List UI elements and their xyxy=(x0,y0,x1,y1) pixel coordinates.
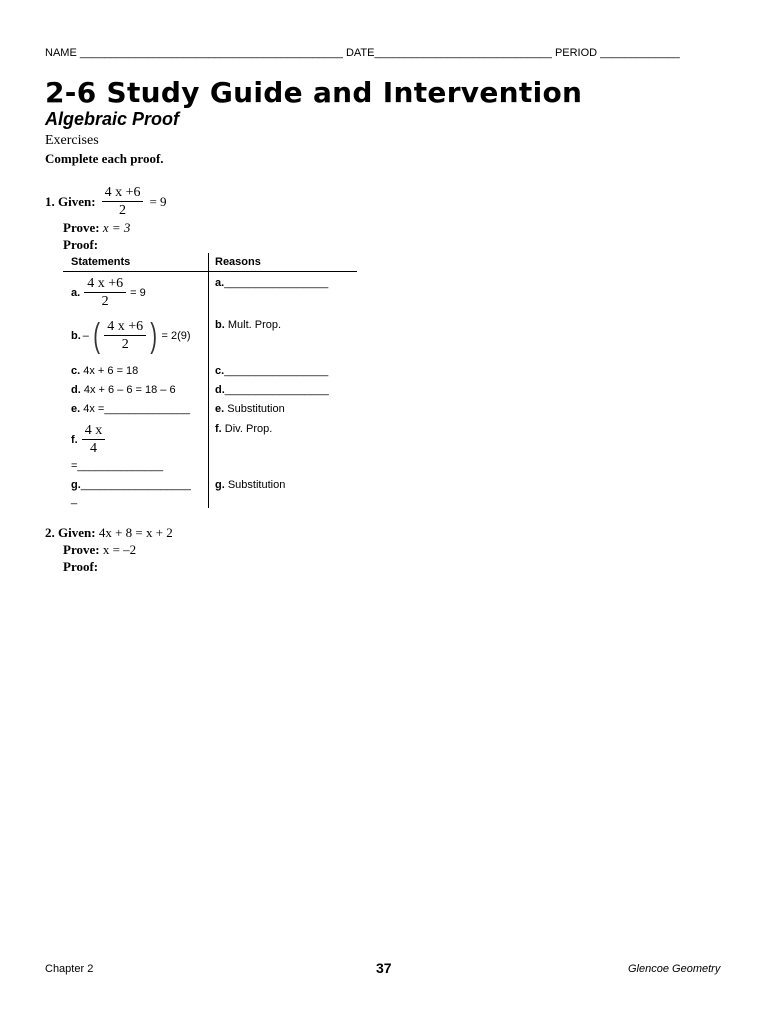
statement-c xyxy=(71,365,138,377)
reason-text: Substitution xyxy=(227,479,286,491)
statement-label: b. xyxy=(71,329,81,342)
footer-page-number: 37 xyxy=(376,960,392,976)
reason-blank[interactable]: _________________ xyxy=(224,277,329,289)
statement-g[interactable] xyxy=(71,479,191,491)
problem1-given-rhs: = 9 xyxy=(149,193,167,209)
statement-label: e. xyxy=(71,403,81,415)
page-subtitle: Algebraic Proof xyxy=(45,109,180,129)
student-info-line: NAME ___________________________________________ DATE_____________________________ PERIOD _____________ xyxy=(45,47,680,59)
statement-text: 4x + 6 – 6 = 18 – 6 xyxy=(83,384,176,396)
problem1-proof-label xyxy=(63,237,98,253)
reason-text: Substitution xyxy=(227,403,285,415)
fraction-numerator: 4 x +6 xyxy=(84,275,126,293)
fraction-denominator: 2 xyxy=(101,294,109,309)
reason-text: Div. Prop. xyxy=(224,423,273,435)
statement-prefix: – xyxy=(82,329,89,342)
statement-label: a. xyxy=(71,286,81,299)
statement-blank[interactable]: __________________ xyxy=(80,479,191,491)
prove-label: Prove: xyxy=(63,220,100,235)
reason-label: g. xyxy=(215,479,225,491)
instruction-text: Complete each proof. xyxy=(45,151,164,166)
reason-blank[interactable]: _________________ xyxy=(224,365,329,377)
problem1-given-label: 1. Given: xyxy=(45,193,96,209)
reason-label: c. xyxy=(215,365,225,377)
statement-g-tail: _ xyxy=(71,493,78,505)
fraction-denominator: 2 xyxy=(121,337,129,352)
prove-value: x = –2 xyxy=(102,542,137,557)
statement-fraction xyxy=(104,318,146,353)
page-title: 2-6 Study Guide and Intervention xyxy=(45,76,583,109)
statement-d xyxy=(71,384,176,396)
statement-label: c. xyxy=(71,365,81,377)
column-header-reasons: Reasons xyxy=(215,256,261,268)
statement-label: f. xyxy=(71,433,78,446)
problem1-given-fraction xyxy=(102,184,144,219)
column-header-statements: Statements xyxy=(71,256,131,268)
proof-label: Proof: xyxy=(63,237,99,252)
reason-b xyxy=(215,319,281,331)
reason-label: a. xyxy=(215,277,225,289)
statement-rhs: = 2(9) xyxy=(161,329,191,342)
reason-label: e. xyxy=(215,403,225,415)
reason-label: b. xyxy=(215,319,225,331)
statement-b xyxy=(71,318,191,353)
problem1-given xyxy=(45,184,167,219)
left-paren: ( xyxy=(93,316,100,355)
reason-g xyxy=(215,479,285,491)
footer-chapter: Chapter 2 xyxy=(45,963,94,975)
statement-label: g. xyxy=(71,479,81,491)
statement-fraction xyxy=(82,422,106,457)
reason-blank[interactable]: _________________ xyxy=(224,384,329,396)
footer-book-title: Glencoe Geometry xyxy=(628,963,721,975)
prove-label: Prove: xyxy=(63,542,100,557)
statement-text: 4x + 6 = 18 xyxy=(83,365,139,377)
table-column-divider xyxy=(208,253,209,508)
prove-value: x = 3 xyxy=(102,220,131,235)
problem2-prove xyxy=(63,542,136,558)
reason-label: d. xyxy=(215,384,225,396)
problem2-proof-label xyxy=(63,559,98,575)
fraction-numerator: 4 x +6 xyxy=(102,184,144,202)
reason-text: Mult. Prop. xyxy=(227,319,282,331)
reason-e xyxy=(215,403,285,415)
problem2-given xyxy=(45,525,173,541)
reason-d[interactable] xyxy=(215,384,329,396)
statement-label: d. xyxy=(71,384,81,396)
reason-a[interactable] xyxy=(215,277,328,289)
section-heading: Exercises xyxy=(45,133,99,148)
statement-fraction xyxy=(84,275,126,310)
reason-label: f. xyxy=(215,423,222,435)
fraction-numerator: 4 x +6 xyxy=(104,318,146,336)
fraction-numerator: 4 x xyxy=(84,423,103,438)
problem2-given-value: 4x + 8 = x + 2 xyxy=(98,525,173,540)
statement-rhs: = 9 xyxy=(130,286,146,299)
statement-f xyxy=(71,422,105,457)
statement-a xyxy=(71,275,146,310)
statement-f-blank[interactable]: =______________ xyxy=(71,460,164,472)
statement-e[interactable] xyxy=(71,403,190,415)
problem2-given-label: 2. Given: xyxy=(45,525,96,540)
reason-f xyxy=(215,423,272,435)
problem1-prove xyxy=(63,220,130,236)
table-header-divider xyxy=(63,271,357,272)
fraction-denominator: 4 xyxy=(82,439,106,457)
fraction-denominator: 2 xyxy=(119,203,127,218)
right-paren: ) xyxy=(150,316,158,355)
reason-c[interactable] xyxy=(215,365,328,377)
proof-label: Proof: xyxy=(63,559,99,574)
statement-blank[interactable]: 4x =______________ xyxy=(83,403,190,415)
